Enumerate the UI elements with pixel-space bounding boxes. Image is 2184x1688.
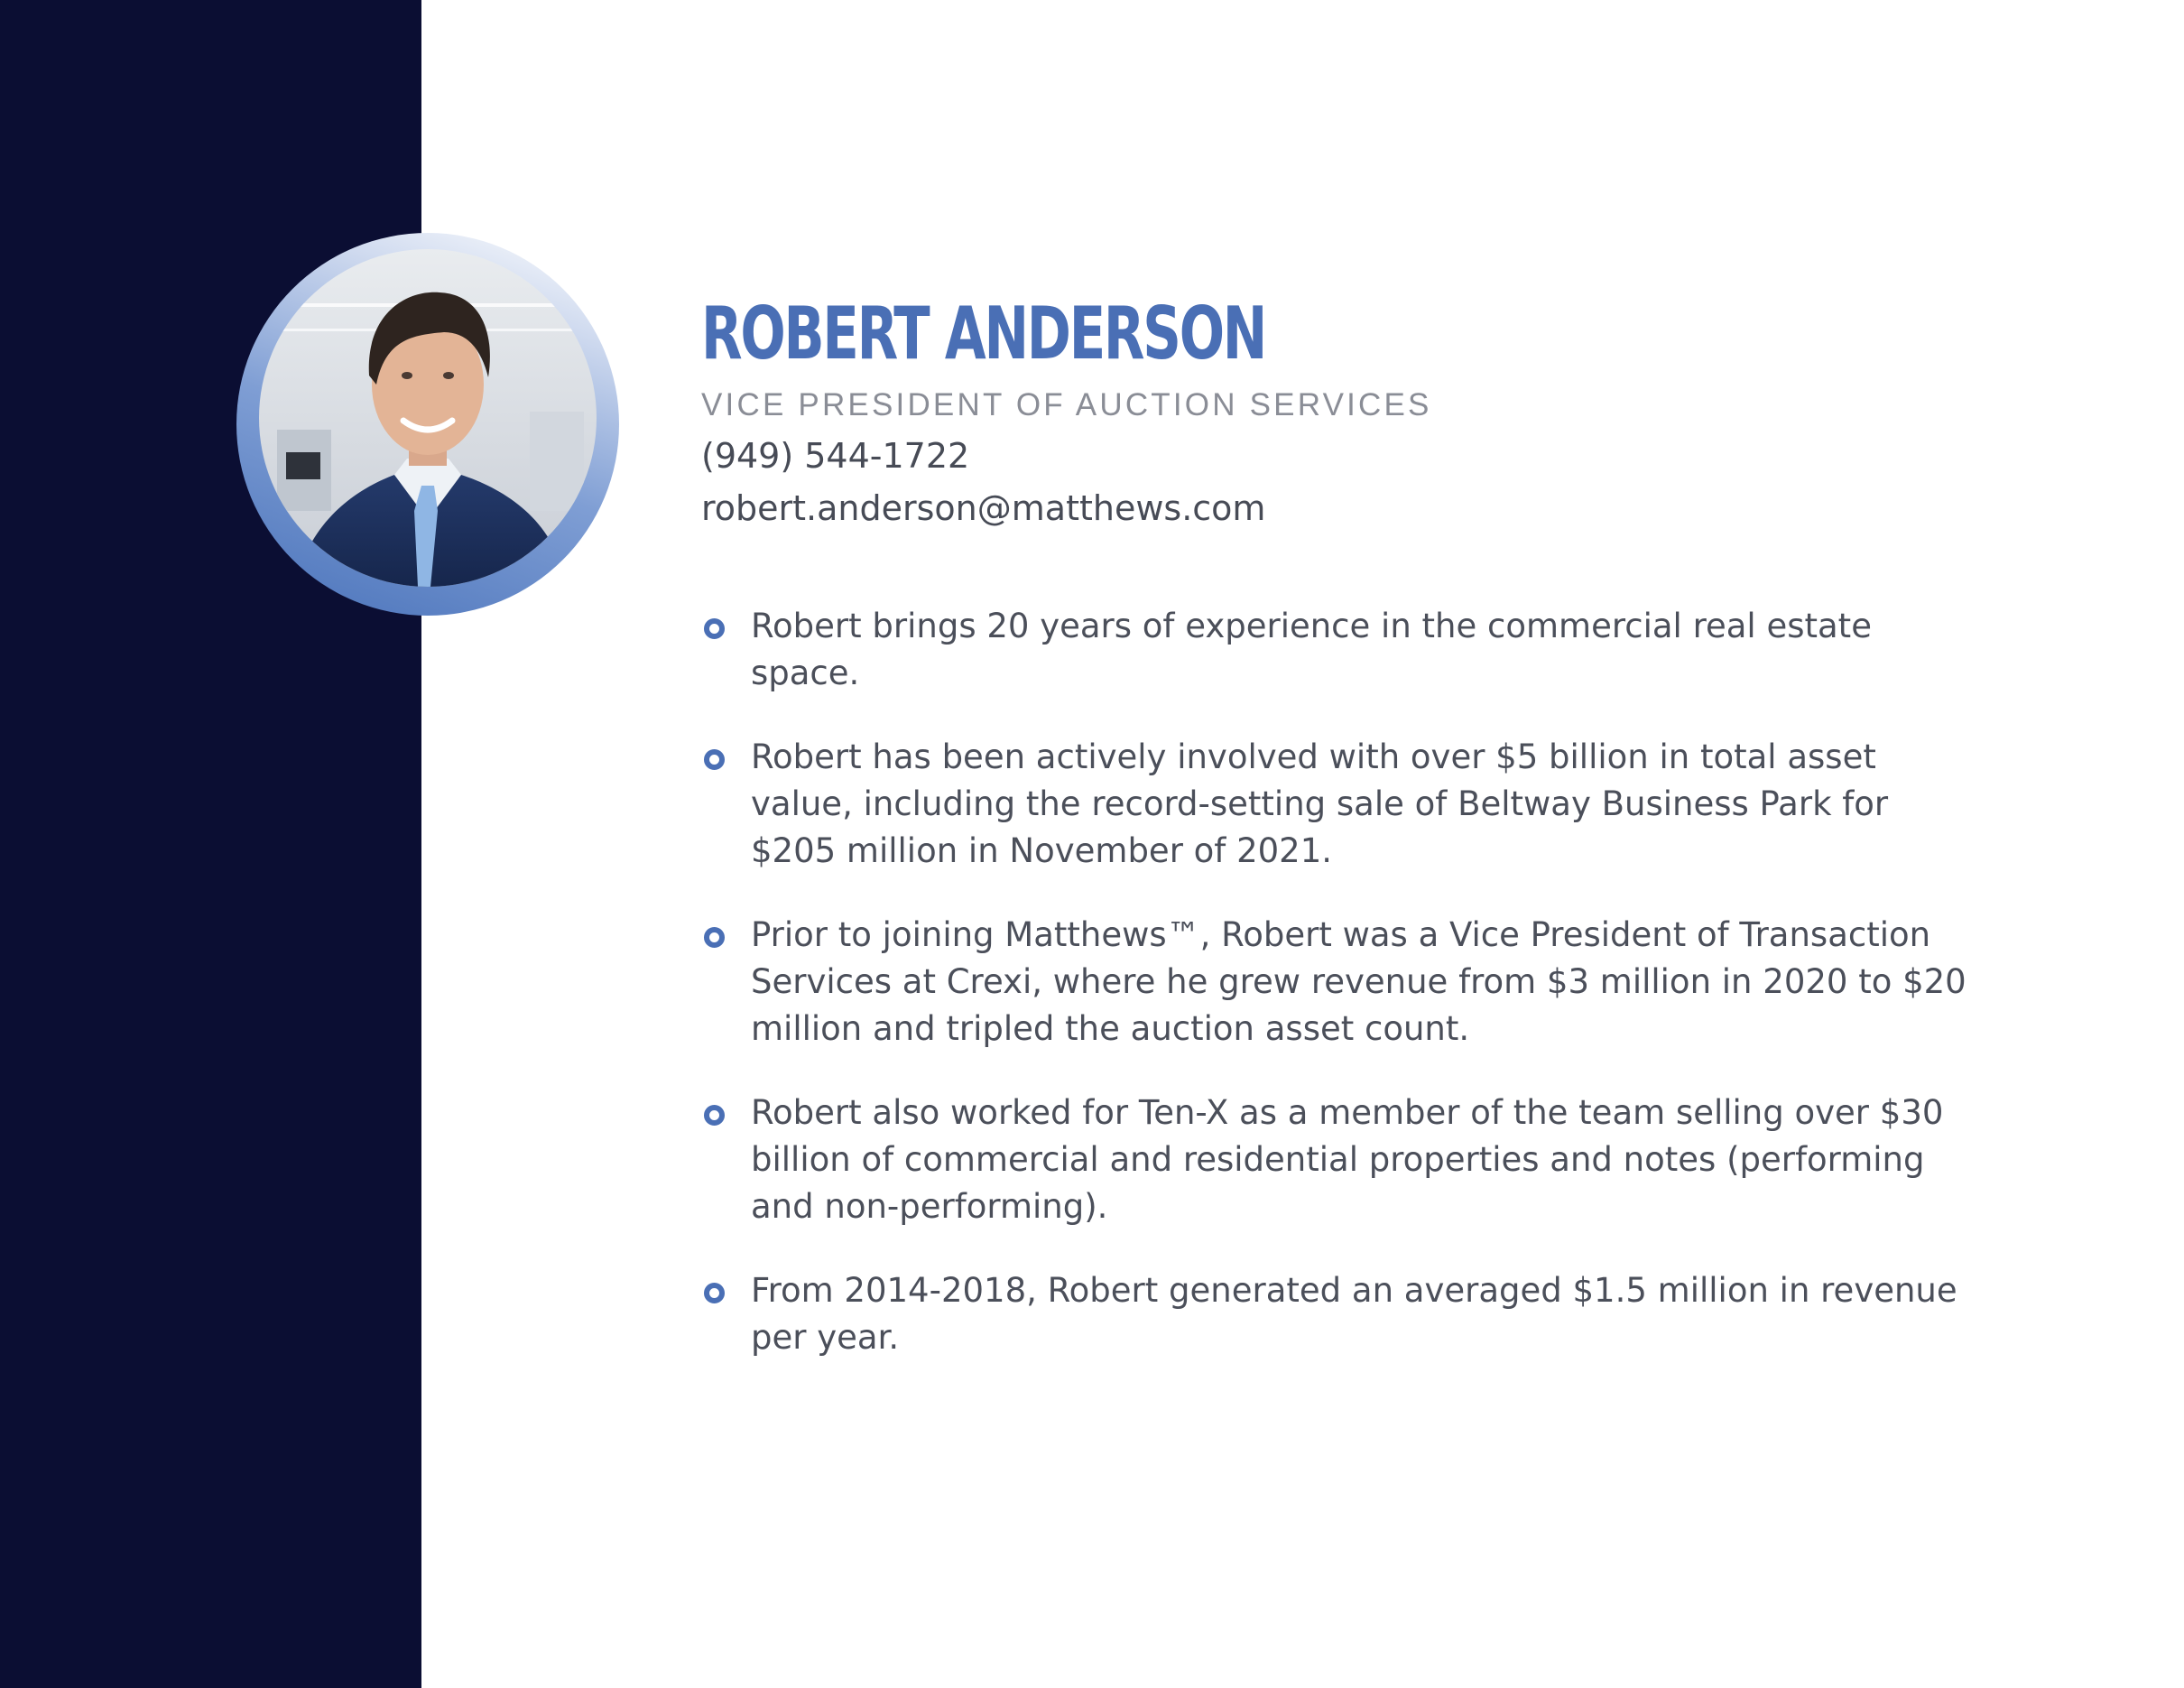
bio-bullet xyxy=(701,1090,1983,1230)
bio-bullet xyxy=(701,734,1983,875)
ring-bullet-icon xyxy=(704,749,725,770)
bio-bullet-text: Robert brings 20 years of experience in the commercial real estate space. xyxy=(751,607,1872,692)
ring-bullet-icon xyxy=(704,618,725,639)
email-address: robert.anderson@matthews.com xyxy=(701,488,1266,528)
phone-number: (949) 544-1722 xyxy=(701,436,970,476)
bio-bullet xyxy=(701,1267,1983,1361)
bio-bullet-text: Robert has been actively involved with over $5 billion in total asset value, including the record-setting sale of Beltway Business Park for $205 million in November of 2021. xyxy=(751,737,1889,870)
headshot-photo xyxy=(259,249,597,587)
job-title: VICE PRESIDENT OF AUCTION SERVICES xyxy=(701,387,1432,422)
ring-bullet-icon xyxy=(704,927,725,948)
bio-bullet-text: From 2014-2018, Robert generated an averaged $1.5 million in revenue per year. xyxy=(751,1271,1957,1357)
bio-bullet-list xyxy=(701,603,1983,1398)
bio-bullet-text: Prior to joining Matthews™, Robert was a Vice President of Transaction Services at Crexi, where he grew revenue from $3 million in 2020 to $20 million and tripled the auction asset count. xyxy=(751,915,1967,1048)
bio-bullet xyxy=(701,603,1983,697)
ring-bullet-icon xyxy=(704,1105,725,1126)
bio-bullet xyxy=(701,912,1983,1053)
person-name: ROBERT ANDERSON xyxy=(701,292,1266,376)
bio-bullet-text: Robert also worked for Ten-X as a member of the team selling over $30 billion of commercial and residential properties and notes (performing and non-performing). xyxy=(751,1093,1944,1226)
ring-bullet-icon xyxy=(704,1283,725,1303)
